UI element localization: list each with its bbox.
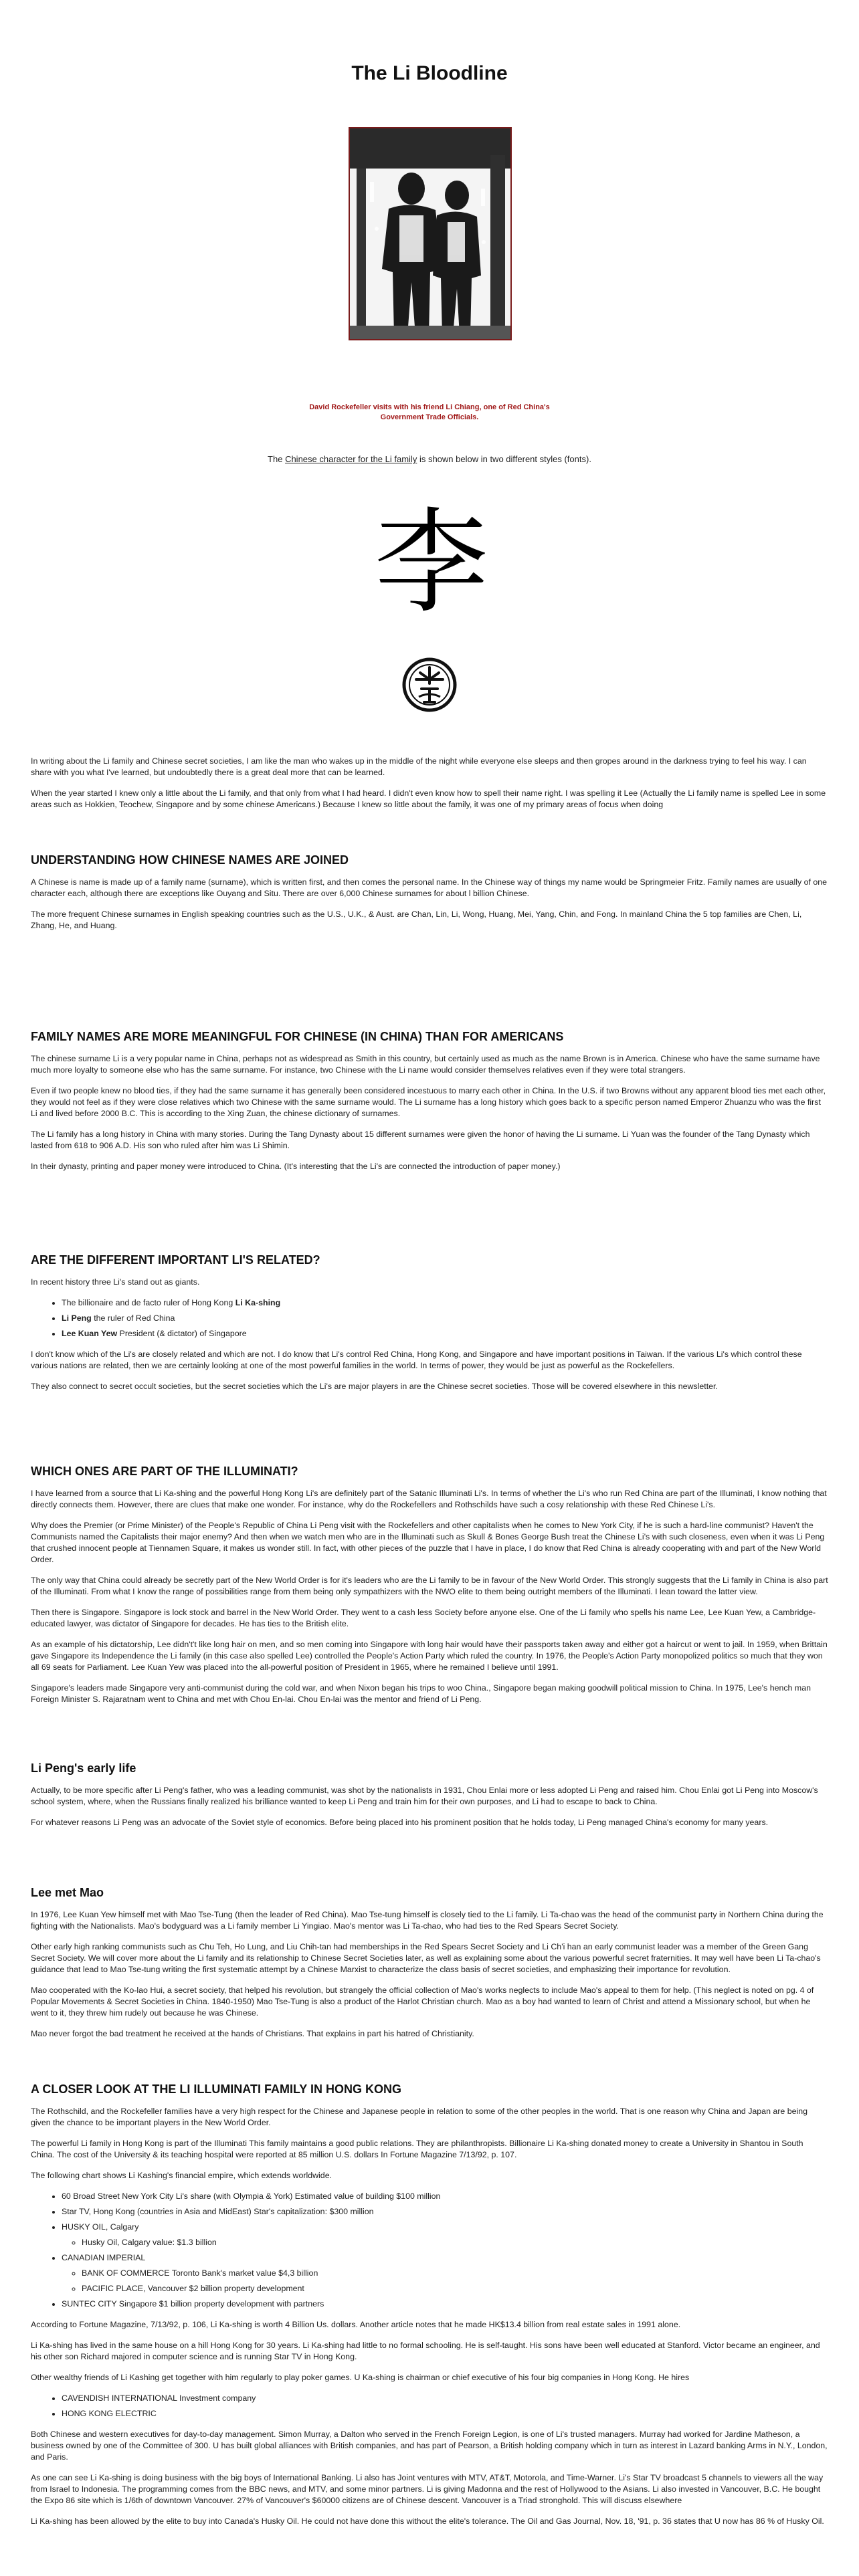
- companies-list: [31, 2393, 828, 2420]
- intro-before: The: [268, 454, 286, 464]
- paragraph: The Li family has a long history in China with many stories. During the Tang Dynasty about 15 different surnames were given the honor of having the Li surname. Li Yuan was the founder of the Tang Dynasty which lasted from 618 to 906 A.D. His son who ruled after him was Li Shimin.: [31, 1130, 810, 1150]
- section-heading: UNDERSTANDING HOW CHINESE NAMES ARE JOINED: [31, 853, 349, 867]
- section-hong-kong: [31, 2084, 828, 2537]
- intro-line: [0, 454, 859, 464]
- paragraph: The Rothschild, and the Rockefeller families have a very high respect for the Chinese and Japanese people in relation to some of the other peoples in the world. That is one reason why China and Japan are being given the chance to be important players in the New World Order.: [31, 2107, 808, 2127]
- financial-empire-list: [31, 2191, 828, 2310]
- paragraph: When the year started I knew only a little about the Li family, and that only from what I had heard. I didn't even know how to spell their name right. I was spelling it Lee (Actually the Li family name is spelled Lee in some areas such as Hokkien, Teochew, Singapore and by some chinese Americans.) Because I knew so little about the family, it was one of my primary areas of focus when doing: [31, 788, 826, 809]
- section-important-lis: [31, 1255, 828, 1402]
- list-item: • Star TV, Hong Kong (countries in Asia and MidEast) Star's capitalization: $300 million: [62, 2206, 828, 2218]
- paragraph: In 1976, Lee Kuan Yew himself met with Mao Tse-Tung (then the leader of Red China). Mao Tse-tung himself is closely tied to the Li family. Li Ta-chao was the head of the communist party in Northern China during the fighting with the Nationalists. Mao's bodyguard was a Li family member Li Yingiao. Mao's mentor was Li Ta-chao, who had ties to the Red Spears Secret Society.: [31, 1910, 824, 1931]
- paragraph: The following chart shows Li Kashing's financial empire, which extends worldwide.: [31, 2171, 332, 2180]
- section-chinese-names: [31, 855, 828, 941]
- section-li-peng: [31, 1763, 828, 1838]
- list-item: • HUSKY OIL, Calgary ◦ Husky Oil, Calgary value: $1.3 billion: [62, 2222, 828, 2248]
- section-heading: ARE THE DIFFERENT IMPORTANT LI'S RELATED?: [31, 1253, 320, 1267]
- photo-image: [350, 128, 510, 339]
- section-family-names: [31, 1031, 828, 1182]
- section-heading: A CLOSER LOOK AT THE LI ILLUMINATI FAMILY IN HONG KONG: [31, 2082, 401, 2096]
- list-item: • 60 Broad Street New York City Li's share (with Olympia & York) Estimated value of building $100 million: [62, 2191, 828, 2202]
- paragraph: Other early high ranking communists such as Chu Teh, Ho Lung, and Liu Chih-tan had memberships in the Red Spears Secret Society and Li Ch'i han an early communist leader was a member of the Green Gang Secret Society. We will cover more about the Li family and its relationship to Chinese Secret Societies later, as well as explaining some about the various powerful secret fraternities. It may well have been Li Ta-chao's guidance that lead to Mao Tse-tung writing the first systematic attempt by a Chinese Marxist to characterize the class basis of secret societies, and emphasizing their importance for revolution.: [31, 1942, 821, 1974]
- chinese-character-link[interactable]: Chinese character for the Li family: [285, 454, 417, 464]
- paragraph: The only way that China could already be secretly part of the New World Order is for it's leaders who are the Li family to be in favour of the New World Order. This strongly suggests that the Li family in China is also part of the Illuminati. From what I know the range of possibilities range from them being only sympathizers with the NWO elite to them being outright members of the Illuminati. I lean toward the latter view.: [31, 1576, 828, 1596]
- list-item: • CANADIAN IMPERIAL ◦ BANK OF COMMERCE Toronto Bank's market value $4,3 billion ◦ PACIFIC PLACE, Vancouver $2 billion property development: [62, 2252, 828, 2294]
- paragraph: As one can see Li Ka-shing is doing business with the big boys of International Banking. Li also has Joint ventures with MTV, AT&T, Motorola, and Time-Warner. Li's Star TV broadcast 5 channels to viewers all the way from Israel to Indonesia. The programming comes from the BBC news, and MTV, and some minor partners. Li is giving Madonna and the rest of Hollywood to the Asians. Li also invested in Vancouver, B.C. He bought the Expo 86 site which is 1/6th of downtown Vancouver. 27% of Vancouver's $60000 citizens are of Chinese descent. Vancouver is a Triad stronghold. This will discuss elsewhere: [31, 2473, 824, 2505]
- section-lee-met-mao: [31, 1887, 828, 2049]
- paragraph: Singapore's leaders made Singapore very anti-communist during the cold war, and when Nixon began his trips to woo China., Singapore began making goodwill political mission to China. In 1975, Lee's hench man Foreign Minister S. Rajaratnam went to China and met with Chou En-lai. Chou En-lai was the mentor and friend of Li Peng.: [31, 1683, 811, 1704]
- section-heading: Lee met Mao: [31, 1886, 104, 1899]
- list-item: • Lee Kuan Yew President (& dictator) of Singapore: [62, 1328, 828, 1339]
- paragraph: Mao never forgot the bad treatment he received at the hands of Christians. That explains in part his hatred of Christianity.: [31, 2029, 474, 2038]
- paragraph: Both Chinese and western executives for day-to-day management. Simon Murray, a Dalton who served in the French Foreign Legion, is one of Li's trusted managers. Murray had worked for Jardine Matheson, a business owned by one of the Committee of 300. U has built global alliances with British companies, and has part of Pearson, a British holding company which in turn as interest in Lazard banking Arms in N.Y., London, and Paris.: [31, 2430, 828, 2462]
- paragraph: Why does the Premier (or Prime Minister) of the People's Republic of China Li Peng visit with the Rockefellers and other capitalists when he comes to New York City, if he is such a hard-line communist? Haven't the Communists named the Capitalists their major enemy? And then when we watch men who are in the Illuminati such as Skull & Bones George Bush treat the Chinese Li's with such closeness, even when it was Li Peng that crushed innocent people at Tiennamen Square, it makes us wonder still. In fact, with other pieces of the puzzle that I have in place, I do know that Red China is already cooperating with and part of the New World Order.: [31, 1521, 825, 1564]
- paragraph: In writing about the Li family and Chinese secret societies, I am like the man who wakes up in the middle of the night while everyone else sleeps and then gropes around in the darkness trying to feel his way. I can share with you what I've learned, but undoubtedly there is a great deal more that can be learned.: [31, 756, 807, 777]
- list-item: • The billionaire and de facto ruler of Hong Kong Li Ka-shing: [62, 1297, 828, 1309]
- list-item: • HONG KONG ELECTRIC: [62, 2408, 828, 2420]
- paragraph: Actually, to be more specific after Li Peng's father, who was a leading communist, was shot by the nationalists in 1931, Chou Enlai more or less adopted Li Peng and raised him. Chou Enlai got Li Peng into Moscow's school system, where, when the Russians finally realized his brilliance wanted to keep Li Peng and train him for their own purposes, and Li had to escape to back to China.: [31, 1786, 818, 1806]
- section-illuminati: [31, 1466, 828, 1715]
- paragraph: The more frequent Chinese surnames in English speaking countries such as the U.S., U.K., & Aust. are Chan, Lin, Li, Wong, Huang, Mei, Yang, Chin, and Fong. In mainland China the 5 top families are Chen, Li, Zhang, He, and Huang.: [31, 909, 802, 930]
- sub-list: [62, 2268, 828, 2294]
- sub-list-item: ◦ BANK OF COMMERCE Toronto Bank's market value $4,3 billion: [82, 2268, 828, 2279]
- paragraph: I have learned from a source that Li Ka-shing and the powerful Hong Kong Li's are definitely part of the Satanic Illuminati Li's. In terms of whether the Li's who run Red China are part of the Illuminati, I know nothing that directly connects them. However, there are clues that make one wonder. For instance, why do the Rockefellers and Rothschilds have such a cosy relationship with these Red Chinese Li's.: [31, 1489, 827, 1509]
- section-heading: WHICH ONES ARE PART OF THE ILLUMINATI?: [31, 1465, 298, 1478]
- li-seal-icon: [401, 657, 458, 713]
- intro-after: is shown below in two different styles (fonts).: [417, 454, 591, 464]
- photo-caption: David Rockefeller visits with his friend Li Chiang, one of Red China's Government Trade Officials.: [309, 403, 550, 421]
- person-name: Li Ka-shing: [235, 1298, 281, 1307]
- paragraph: The chinese surname Li is a very popular name in China, perhaps not as widespread as Smith in this country, but certainly used as much as the name Brown is in America. Chinese who have the same surname have much more loyalty to someone else who has the same surname. For instance, two Chinese with the Li name would consider themselves relatives even if they were total strangers.: [31, 1054, 820, 1075]
- giants-list: [31, 1297, 828, 1339]
- sub-list: [62, 2237, 828, 2248]
- paragraph: Even if two people knew no blood ties, if they had the same surname it has generally been considered incestuous to marry each other in China. In the U.S. if two Browns without any apparent blood ties met each other, they would not feel as if they were close relatives which two Chinese with the same surname would. The Li surname has a long history which goes back to a specific person named Emperor Zhuanzu who was the first Li and lived before 2000 B.C. This is according to the Xing Zuan, the chinese dictionary of surnames.: [31, 1086, 826, 1118]
- section-heading: Li Peng's early life: [31, 1761, 136, 1775]
- paragraph: Then there is Singapore. Singapore is lock stock and barrel in the New World Order. They went to a cash less Society before anyone else. One of the Li family who spells his name Lee, Lee Kuan Yew, a Cambridge-educated lawyer, was dictator of Singapore for decades. He has ties to the British elite.: [31, 1608, 816, 1628]
- list-item: • SUNTEC CITY Singapore $1 billion property development with partners: [62, 2298, 828, 2310]
- paragraph: A Chinese is name is made up of a family name (surname), which is written first, and then comes the personal name. In the Chinese way of things my name would be Springmeier Fritz. Family names are usually of one character each, although there are exceptions like Ouyang and Situ. There are over 6,000 Chinese surnames for about l billion Chinese.: [31, 877, 828, 898]
- paragraph: Other wealthy friends of Li Kashing get together with him regularly to play poker games. U Ka-shing is chairman or chief executive of his four big companies in Hong Kong. He hires: [31, 2373, 690, 2382]
- paragraph: Li Ka-shing has lived in the same house on a hill Hong Kong for 30 years. Li Ka-shing had little to no formal schooling. He is self-taught. His sons have been well educated at Stanford. Victor became an engineer, and his other son Richard majored in computer science and is running Star TV in Hong Kong.: [31, 2341, 820, 2361]
- paragraph: In recent history three Li's stand out as giants.: [31, 1277, 200, 1287]
- paragraph: I don't know which of the Li's are closely related and which are not. I do know that Li's control Red China, Hong Kong, and Singapore and have important positions in Taiwan. If the various Li's which control these various nations are related, then we are certainly looking at one of the most powerful families in the world. In terms of power, they would be just as powerful as the Rockefellers.: [31, 1350, 802, 1370]
- list-item: • Li Peng the ruler of Red China: [62, 1313, 828, 1324]
- person-name: Lee Kuan Yew: [62, 1329, 118, 1338]
- paragraph: As an example of his dictatorship, Lee didn't't like long hair on men, and so men coming into Singapore with long hair would have their passports taken away and either got a haircut or went to jail. In 1959, when Brittain gave Singapore its Independence the Li family (in this case also spelled Lee) controlled the People's Action Party which ruled the country. In 1976, the People's Action Party monopolized politics so much that they won all 69 seats for Parliament. Lee Kuan Yew was placed into the all-powerful position of President in 1965, where he remained I believe until 1991.: [31, 1640, 828, 1672]
- paragraph: Li Ka-shing has been allowed by the elite to buy into Canada's Husky Oil. He could not have done this without the elite's tolerance. The Oil and Gas Journal, Nov. 18, '91, p. 36 states that U now has 86 % of Husky Oil.: [31, 2516, 824, 2526]
- paragraph: They also connect to secret occult societies, but the secret societies which the Li's are major players in are the Chinese secret societies. Those will be covered elsewhere in this newsletter.: [31, 1382, 718, 1391]
- paragraph: The powerful Li family in Hong Kong is part of the Illuminati This family maintains a good public relations. They are philanthropists. Billionaire Li Ka-shing donated money to create a University in Shantou in South China. The cost of the University & its teaching hospital were reported at 85 million U.S. dollars In Fortune Magazine 7/13/92, p. 107.: [31, 2139, 803, 2159]
- li-character-glyph: 李: [374, 497, 488, 629]
- list-item: • CAVENDISH INTERNATIONAL Investment company: [62, 2393, 828, 2404]
- paragraph: Mao cooperated with the Ko-lao Hui, a secret society, that helped his revolution, but strangely the official collection of Mao's works neglects to include Mao's appeal to them for help. (This neglect is noted on pg. 4 of Popular Movements & Secret Societies in China. 1840-1950) Mao Tse-Tung is also a product of the Harlot Christian church. Mao as a boy had wanted to learn of Christ and attend a Missionary school, but when he went to it, they threw him rudely out because he was Chinese.: [31, 1985, 814, 2018]
- paragraph: In their dynasty, printing and paper money were introduced to China. (It's interesting that the Li's are connected the introduction of paper money.): [31, 1162, 561, 1171]
- intro-section: [31, 756, 828, 820]
- sub-list-item: ◦ PACIFIC PLACE, Vancouver $2 billion property development: [82, 2283, 828, 2294]
- section-heading: FAMILY NAMES ARE MORE MEANINGFUL FOR CHINESE (IN CHINA) THAN FOR AMERICANS: [31, 1030, 564, 1043]
- sub-list-item: ◦ Husky Oil, Calgary value: $1.3 billion: [82, 2237, 828, 2248]
- photo-rockefeller-li-chiang: [349, 127, 512, 340]
- paragraph: According to Fortune Magazine, 7/13/92, p. 106, Li Ka-shing is worth 4 Billion Us. dollars. Another article notes that he made HK$13.4 billion from real estate sales in 1991 alone.: [31, 2320, 681, 2329]
- person-name: Li Peng: [62, 1313, 92, 1323]
- page-title: The Li Bloodline: [351, 62, 508, 84]
- paragraph: For whatever reasons Li Peng was an advocate of the Soviet style of economics. Before being placed into his prominent position that he holds today, Li Peng managed China's economy for many years.: [31, 1818, 769, 1827]
